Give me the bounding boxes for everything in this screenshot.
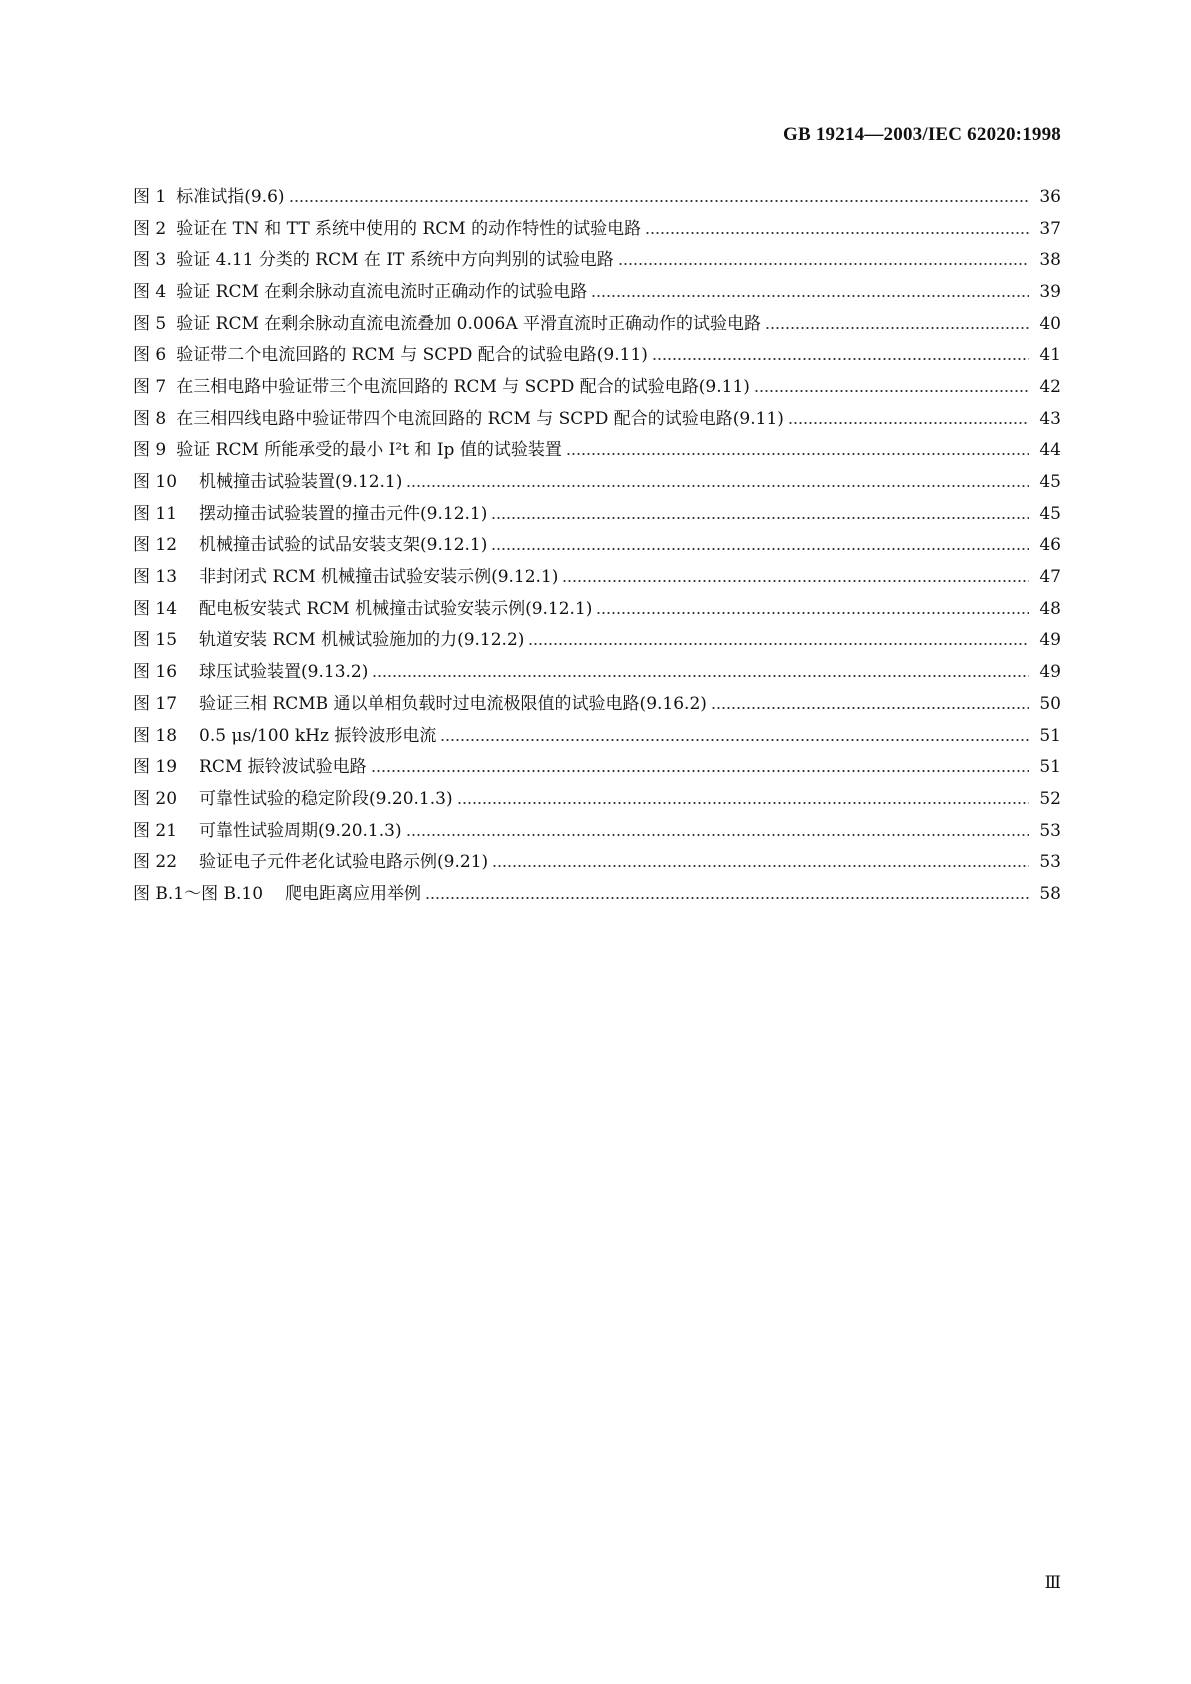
figure-number: 图 11 — [133, 503, 178, 524]
page-number: 47 — [1039, 567, 1061, 588]
figure-title: 在三相四线电路中验证带四个电流回路的 RCM 与 SCPD 配合的试验电路(9.11) — [176, 408, 784, 429]
figure-number: 图 22 — [133, 852, 178, 873]
page-number: 46 — [1039, 535, 1061, 556]
dot-leader — [425, 897, 1029, 899]
page-number: 41 — [1039, 345, 1061, 366]
toc-entry[interactable] — [133, 213, 1061, 245]
toc-entry[interactable] — [133, 181, 1061, 213]
dot-leader — [652, 358, 1029, 360]
dot-leader — [645, 232, 1029, 234]
figure-title: 验证 RCM 在剩余脉动直流电流叠加 0.006A 平滑直流时正确动作的试验电路 — [176, 313, 762, 334]
figure-title: 验证 RCM 所能承受的最小 I²t 和 Ip 值的试验装置 — [176, 440, 562, 461]
figure-title: 球压试验装置(9.13.2) — [199, 662, 369, 683]
toc-entry[interactable] — [133, 244, 1061, 276]
toc-entry[interactable] — [133, 783, 1061, 815]
toc-entry[interactable] — [133, 530, 1061, 562]
toc-entry[interactable] — [133, 339, 1061, 371]
toc-entry[interactable] — [133, 688, 1061, 720]
standard-code-header: GB 19214—2003/IEC 62020:1998 — [783, 124, 1061, 145]
figure-title: 非封闭式 RCM 机械撞击试验安装示例(9.12.1) — [199, 567, 559, 588]
list-of-figures — [133, 181, 1061, 910]
figure-number: 图 5 — [133, 313, 167, 334]
dot-leader — [788, 422, 1029, 424]
figure-title: 轨道安装 RCM 机械试验施加的力(9.12.2) — [199, 630, 525, 651]
figure-title: 验证电子元件老化试验电路示例(9.21) — [199, 852, 489, 873]
figure-title: 在三相电路中验证带三个电流回路的 RCM 与 SCPD 配合的试验电路(9.11) — [176, 376, 750, 397]
page-number: 36 — [1039, 186, 1061, 207]
figure-title: 验证带二个电流回路的 RCM 与 SCPD 配合的试验电路(9.11) — [176, 345, 648, 366]
figure-title: 摆动撞击试验装置的撞击元件(9.12.1) — [199, 503, 488, 524]
figure-number: 图 13 — [133, 567, 178, 588]
dot-leader — [765, 327, 1029, 329]
toc-entry[interactable] — [133, 878, 1061, 910]
page-number: 42 — [1039, 376, 1061, 397]
figure-title: 配电板安装式 RCM 机械撞击试验安装示例(9.12.1) — [199, 598, 593, 619]
dot-leader — [596, 612, 1029, 614]
figure-number: 图 19 — [133, 757, 178, 778]
page-number: 48 — [1039, 598, 1061, 619]
figure-number: 图 20 — [133, 788, 178, 809]
page-folio: Ⅲ — [1044, 1573, 1061, 1593]
page-number: 50 — [1039, 693, 1061, 714]
figure-number: 图 9 — [133, 440, 167, 461]
page-number: 51 — [1039, 757, 1061, 778]
page-number: 49 — [1039, 630, 1061, 651]
figure-title: 标准试指(9.6) — [176, 186, 285, 207]
dot-leader — [591, 295, 1029, 297]
dot-leader — [618, 263, 1029, 265]
page-number: 39 — [1039, 281, 1061, 302]
figure-number: 图 16 — [133, 662, 178, 683]
page-number: 38 — [1039, 250, 1061, 271]
figure-title: RCM 振铃波试验电路 — [199, 757, 367, 778]
figure-title: 机械撞击试验装置(9.12.1) — [199, 472, 403, 493]
dot-leader — [754, 390, 1029, 392]
dot-leader — [491, 548, 1029, 550]
dot-leader — [528, 643, 1029, 645]
toc-entry[interactable] — [133, 403, 1061, 435]
page-number: 44 — [1039, 440, 1061, 461]
figure-number: 图 12 — [133, 535, 178, 556]
dot-leader — [289, 200, 1029, 202]
figure-number: 图 21 — [133, 820, 178, 841]
dot-leader — [566, 453, 1029, 455]
figure-number: 图 6 — [133, 345, 167, 366]
toc-entry[interactable] — [133, 751, 1061, 783]
figure-title: 验证在 TN 和 TT 系统中使用的 RCM 的动作特性的试验电路 — [176, 218, 642, 239]
dot-leader — [406, 485, 1029, 487]
page-number: 37 — [1039, 218, 1061, 239]
dot-leader — [372, 675, 1029, 677]
figure-number: 图 7 — [133, 376, 167, 397]
figure-number: 图 4 — [133, 281, 167, 302]
dot-leader — [371, 770, 1029, 772]
figure-title: 0.5 μs/100 kHz 振铃波形电流 — [199, 725, 437, 746]
page-number: 45 — [1039, 472, 1061, 493]
page-number: 40 — [1039, 313, 1061, 334]
dot-leader — [492, 865, 1029, 867]
page-number: 45 — [1039, 503, 1061, 524]
figure-number: 图 B.1～图 B.10 — [133, 883, 264, 904]
toc-entry[interactable] — [133, 466, 1061, 498]
figure-number: 图 8 — [133, 408, 167, 429]
figure-title: 可靠性试验的稳定阶段(9.20.1.3) — [199, 788, 453, 809]
figure-title: 验证三相 RCMB 通以单相负载时过电流极限值的试验电路(9.16.2) — [199, 693, 707, 714]
dot-leader — [457, 802, 1029, 804]
figure-title: 可靠性试验周期(9.20.1.3) — [199, 820, 402, 841]
page-number: 51 — [1039, 725, 1061, 746]
toc-entry[interactable] — [133, 720, 1061, 752]
dot-leader — [406, 834, 1029, 836]
page-number: 53 — [1039, 852, 1061, 873]
figure-number: 图 10 — [133, 472, 178, 493]
figure-number: 图 17 — [133, 693, 178, 714]
toc-entry[interactable] — [133, 371, 1061, 403]
figure-number: 图 15 — [133, 630, 178, 651]
toc-entry[interactable] — [133, 815, 1061, 847]
figure-number: 图 18 — [133, 725, 178, 746]
figure-title: 爬电距离应用举例 — [285, 883, 422, 904]
toc-entry[interactable] — [133, 625, 1061, 657]
page-number: 52 — [1039, 788, 1061, 809]
toc-entry[interactable] — [133, 656, 1061, 688]
toc-entry[interactable] — [133, 593, 1061, 625]
figure-title: 验证 RCM 在剩余脉动直流电流时正确动作的试验电路 — [176, 281, 588, 302]
toc-entry[interactable] — [133, 308, 1061, 340]
figure-number: 图 1 — [133, 186, 167, 207]
figure-title: 验证 4.11 分类的 RCM 在 IT 系统中方向判别的试验电路 — [176, 250, 614, 271]
dot-leader — [440, 739, 1029, 741]
dot-leader — [562, 580, 1029, 582]
figure-number: 图 3 — [133, 250, 167, 271]
page-number: 53 — [1039, 820, 1061, 841]
figure-title: 机械撞击试验的试品安装支架(9.12.1) — [199, 535, 488, 556]
page-number: 58 — [1039, 883, 1061, 904]
figure-number: 图 2 — [133, 218, 167, 239]
toc-entry[interactable] — [133, 498, 1061, 530]
page-number: 49 — [1039, 662, 1061, 683]
page-number: 43 — [1039, 408, 1061, 429]
dot-leader — [491, 517, 1029, 519]
toc-entry[interactable] — [133, 846, 1061, 878]
dot-leader — [711, 707, 1029, 709]
toc-entry[interactable] — [133, 561, 1061, 593]
toc-entry[interactable] — [133, 435, 1061, 467]
toc-entry[interactable] — [133, 276, 1061, 308]
figure-number: 图 14 — [133, 598, 178, 619]
